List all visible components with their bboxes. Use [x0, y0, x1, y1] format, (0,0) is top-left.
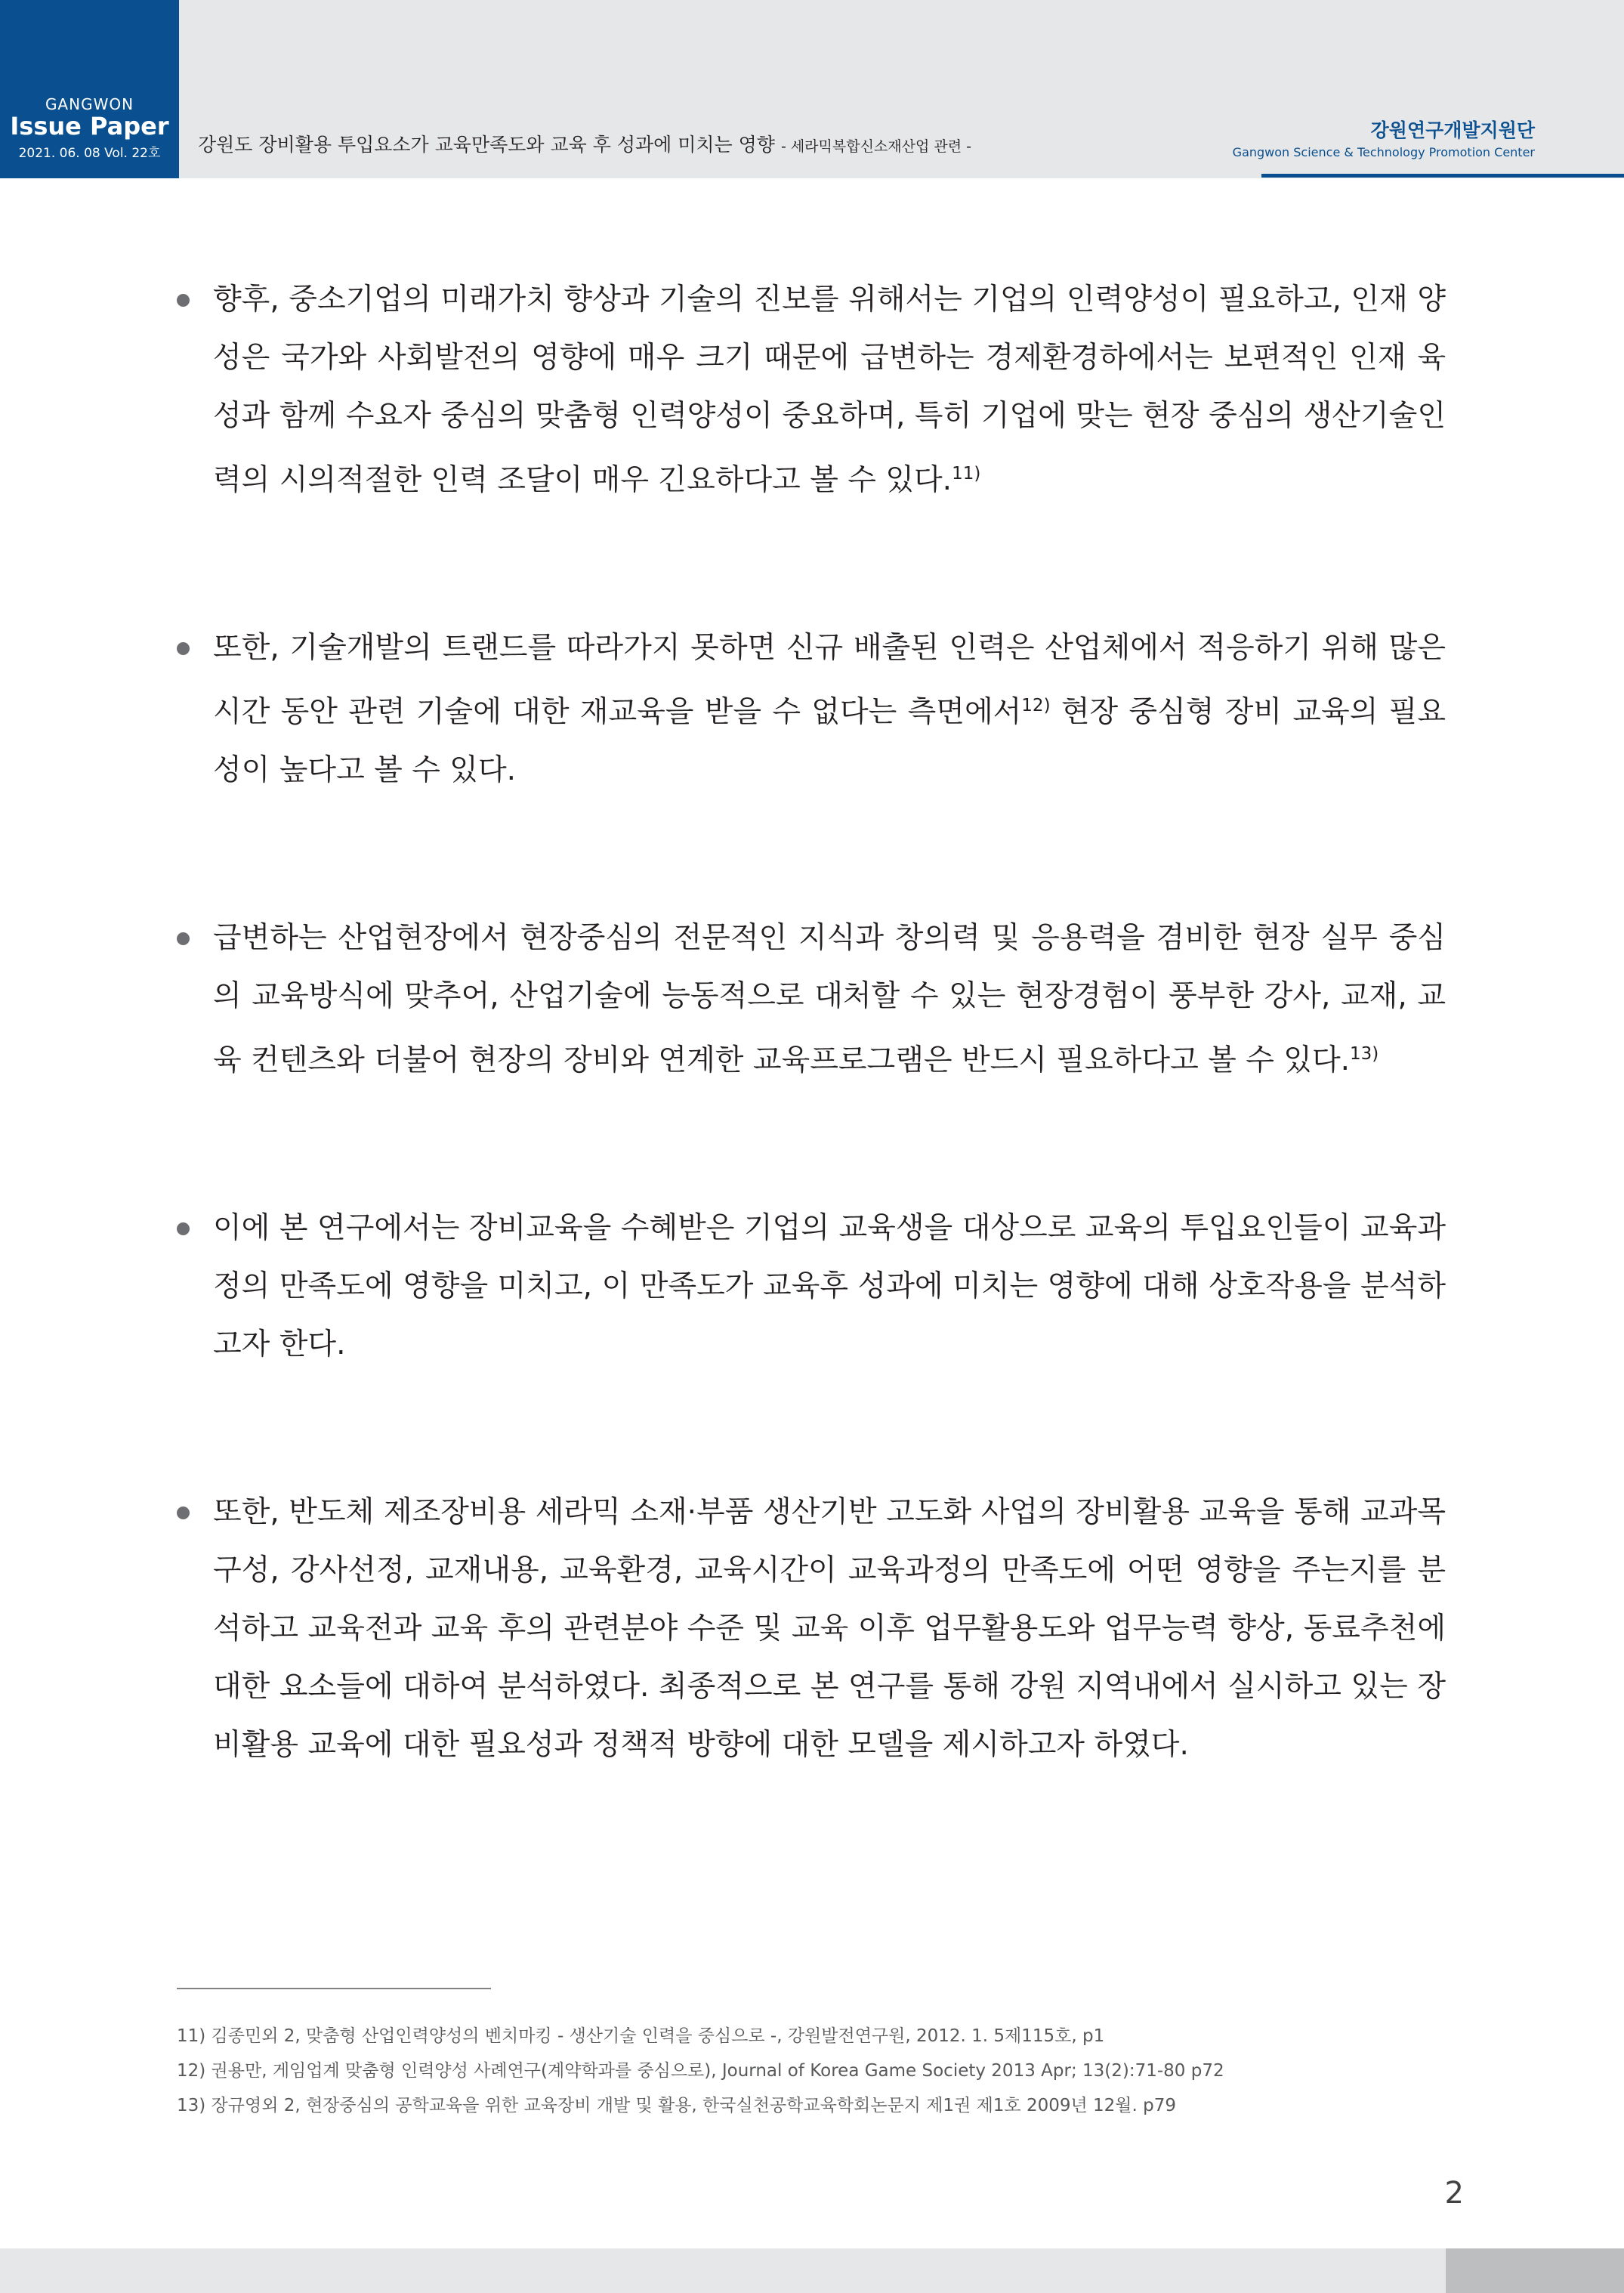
paragraph-text: 또한, 반도체 제조장비용 세라믹 소재·부품 생산기반 고도화 사업의 장비활용 교육을 통해 교과목 구성, 강사선정, 교재내용, 교육환경, 교육시간이 교육과정의 만족도에 어떤 영향을 주는지를 분석하고 교육전과 교육 후의 관련분야 수준 및 교육 이후 업무활용도와 업무능력 향상, 동료추천에 대한 요소들에 대하여 분석하였다. 최종적으로 본 연구를 통해 강원 지역내에서 실시하고 있는 장비활용 교육에 대한 필요성과 정책적 방향에 대한 모델을 제시하고자 하였다.	[213, 1495, 1446, 1762]
bullet-dot	[177, 294, 190, 307]
bullet-dot	[177, 932, 190, 945]
page-footer-tab	[1446, 2248, 1624, 2293]
bullet-dot	[177, 1222, 190, 1235]
body-paragraphs	[177, 270, 1446, 1884]
bullet-dot	[177, 1507, 190, 1519]
bullet-paragraph	[177, 270, 1446, 509]
paragraph-text: 향후, 중소기업의 미래가치 향상과 기술의 진보를 위해서는 기업의 인력양성이 필요하고, 인재 양성은 국가와 사회발전의 영향에 매우 크기 때문에 급변하는 경제환경하에서는 보편적인 인재 육성과 함께 수요자 중심의 맞춤형 인력양성이 중요하며, 특히 기업에 맞는 현장 중심의 생산기술인력의 시의적절한 인력 조달이 매우 긴요하다고 볼 수 있다.	[213, 283, 1446, 497]
organization-underline	[1261, 174, 1624, 178]
document-title	[198, 130, 971, 157]
footnote-13: 13) 장규영외 2, 현장중심의 공학교육을 위한 교육장비 개발 및 활용, 한국실천공학교육학회논문지 제1권 제1호 2009년 12월. p79	[177, 2096, 1176, 2115]
document-title-main: 강원도 장비활용 투입요소가 교육만족도와 교육 후 성과에 미치는 영향	[198, 134, 775, 156]
paragraph-text: 급변하는 산업현장에서 현장중심의 전문적인 지식과 창의력 및 응용력을 겸비한 현장 실무 중심의 교육방식에 맞추어, 산업기술에 능동적으로 대처할 수 있는 현장경험이 풍부한 강사, 교재, 교육 컨텐츠와 더불어 현장의 장비와 연계한 교육프로그램은 반드시 필요하다고 볼 수 있다.	[213, 921, 1446, 1077]
footnote-ref: 13)	[1350, 1044, 1379, 1064]
bullet-dot	[177, 642, 190, 655]
badge-title: Issue Paper	[10, 112, 169, 141]
footnote-12: 12) 권용만, 게임업계 맞춤형 인력양성 사례연구(계약학과를 중심으로), Journal of Korea Game Society 2013 Apr; 13(2):71-80 p72	[177, 2061, 1224, 2081]
paragraph-text: 또한, 기술개발의 트랜드를 따라가지 못하면 신규 배출된 인력은 산업체에서 적응하기 위해 많은 시간 동안 관련 기술에 대한 재교육을 받을 수 없다는 측면에서	[213, 631, 1446, 729]
badge-region: GANGWON	[45, 95, 134, 113]
footnote-divider	[177, 1988, 491, 1989]
organization-name-korean: 강원연구개발지원단	[1370, 119, 1535, 141]
footnote-ref: 11)	[952, 464, 981, 484]
bullet-paragraph	[177, 1483, 1446, 1774]
bullet-paragraph	[177, 619, 1446, 799]
document-subtitle: - 세라믹복합신소재산업 관련 -	[780, 138, 972, 155]
bullet-paragraph	[177, 1199, 1446, 1374]
footnote-11: 11) 김종민외 2, 맞춤형 산업인력양성의 벤치마킹 - 생산기술 인력을 중심으로 -, 강원발전연구원, 2012. 1. 5제115호, p1	[177, 2026, 1105, 2046]
bullet-paragraph	[177, 909, 1446, 1089]
paragraph-text: 이에 본 연구에서는 장비교육을 수혜받은 기업의 교육생을 대상으로 교육의 투입요인들이 교육과정의 만족도에 영향을 미치고, 이 만족도가 교육후 성과에 미치는 영향에 대해 상호작용을 분석하고자 한다.	[213, 1211, 1446, 1361]
footnotes	[177, 2019, 1224, 2123]
issue-paper-badge	[0, 0, 179, 178]
page-number: 2	[1444, 2176, 1464, 2211]
paragraph-text-continued: 현장 중심형 장비 교육의 필요성이 높다고 볼 수 있다.	[213, 695, 1446, 787]
badge-date: 2021. 06. 08 Vol. 22호	[18, 146, 161, 161]
footnote-ref: 12)	[1021, 696, 1051, 715]
page-footer-band	[0, 2248, 1624, 2293]
organization-name-english: Gangwon Science & Technology Promotion Center	[1232, 145, 1535, 159]
